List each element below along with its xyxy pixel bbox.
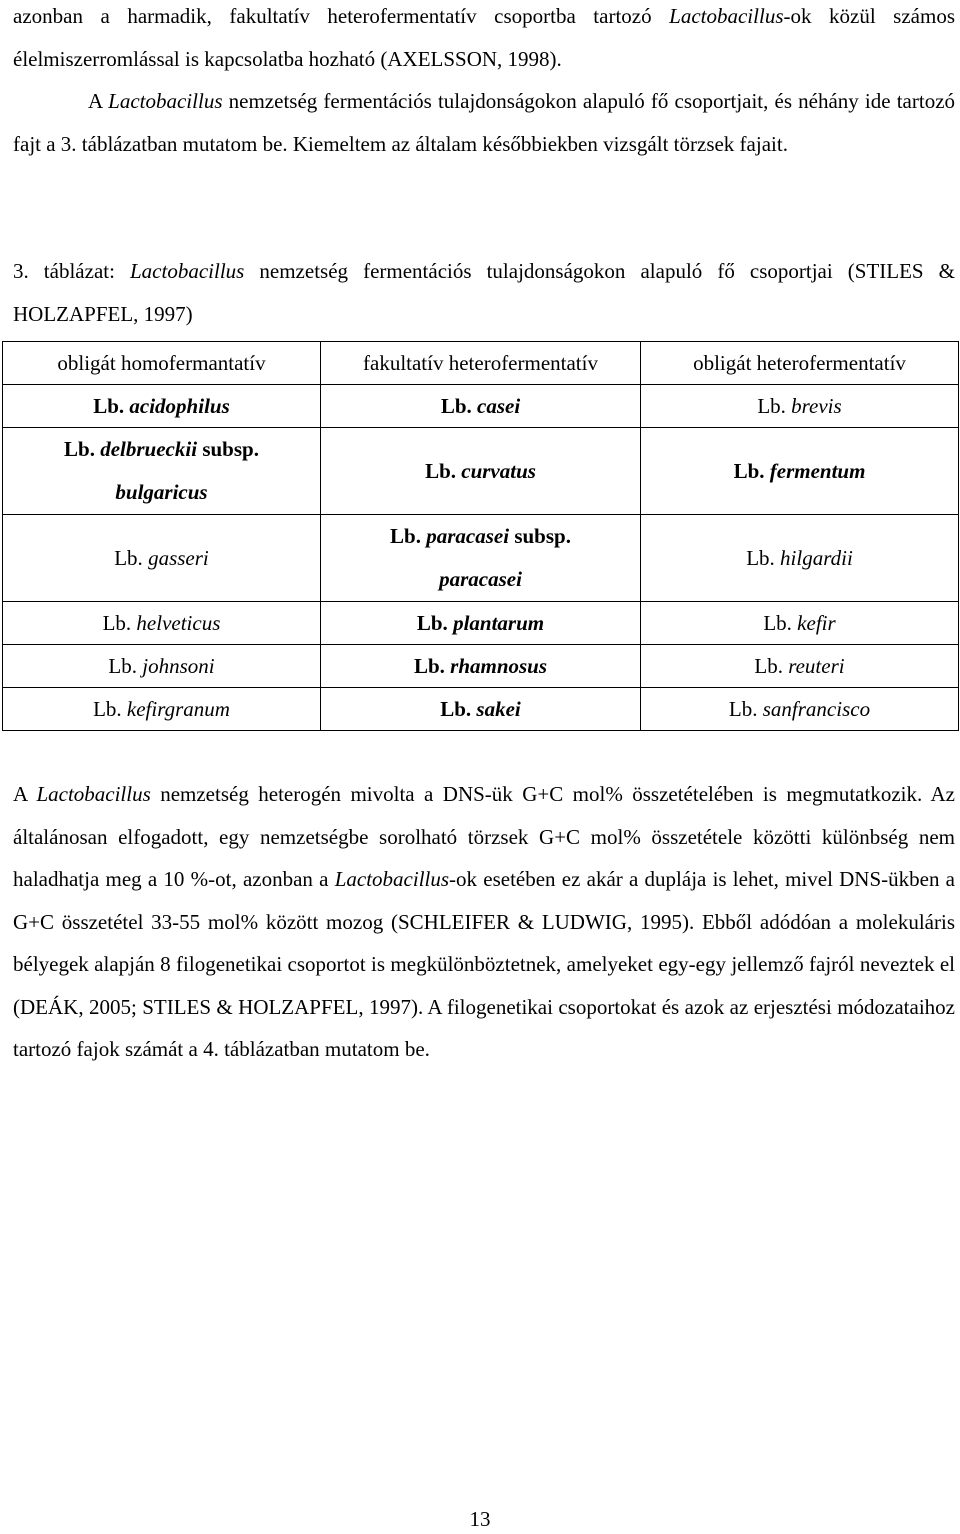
page-number: 13	[469, 1507, 491, 1531]
species-name: hilgardii	[780, 546, 853, 570]
genus-abbrev: Lb.	[757, 394, 786, 418]
species-cell	[3, 428, 321, 515]
genus-abbrev: Lb.	[108, 654, 137, 678]
genus-name: Lactobacillus	[669, 4, 784, 28]
species-name: acidophilus	[129, 394, 230, 418]
species-name: johnsoni	[142, 654, 215, 678]
paragraph-text: A	[13, 782, 28, 806]
table-header-row	[3, 342, 959, 385]
paragraph-text: -ok esetében ez akár a duplája is lehet, mivel DNS-ükben a G+C összetétel 33-55 mol% között mozog (SCHLEIFER & LUDWIG, 1995). Ebből adódóan a molekuláris bélyegek alapján 8 filogenetikai csoportot is megkülönböztetnek, amelyeket egy-egy jellemző fajról neveztek el (DEÁK, 2005; STILES & HOLZAPFEL, 1997). A filogenetikai csoportokat és azok az erjesztési módozataihoz tartozó fajok számát a 4. táblázatban mutatom be.	[13, 867, 956, 1061]
genus-abbrev: Lb.	[416, 611, 448, 635]
species-name: fermentum	[769, 459, 866, 483]
table-row	[3, 385, 959, 428]
subspecies-name: bulgaricus	[115, 480, 208, 504]
genus-abbrev: Lb.	[440, 697, 472, 721]
paragraph-text: nemzetség fermentációs tulajdonságokon alapuló fő csoportjait, és néhány ide tartozó fajt a 3. táblázatban mutatom be. Kiemeltem az általam későbbiekben vizsgált törzsek fajait.	[13, 89, 956, 156]
species-cell	[3, 385, 321, 428]
genus-abbrev: Lb.	[93, 697, 122, 721]
genus-abbrev: Lb.	[64, 437, 95, 461]
genus-name: Lactobacillus	[108, 89, 223, 113]
genus-abbrev: Lb.	[102, 611, 132, 635]
genus-abbrev: Lb.	[763, 611, 792, 635]
species-name: delbrueckii	[100, 437, 198, 461]
species-cell	[321, 688, 641, 731]
intro-paragraph	[13, 0, 955, 165]
species-name: reuteri	[788, 654, 845, 678]
genus-abbrev: Lb.	[114, 546, 143, 570]
species-name: casei	[477, 394, 521, 418]
species-name: gasseri	[148, 546, 209, 570]
species-cell	[321, 428, 641, 515]
genus-abbrev: Lb.	[728, 697, 758, 721]
subspecies-marker: subsp.	[202, 437, 259, 461]
species-name: sanfrancisco	[762, 697, 871, 721]
species-cell	[641, 602, 959, 645]
table-row	[3, 602, 959, 645]
genus-abbrev: Lb.	[733, 459, 765, 483]
caption-prefix: 3. táblázat:	[13, 259, 115, 283]
genus-abbrev: Lb.	[93, 394, 125, 418]
header-cell: obligát homofermantatív	[3, 342, 321, 385]
species-name: curvatus	[461, 459, 536, 483]
species-cell	[321, 645, 641, 688]
species-cell	[321, 602, 641, 645]
species-cell	[641, 688, 959, 731]
genus-abbrev: Lb.	[754, 654, 783, 678]
species-name: kefirgranum	[126, 697, 230, 721]
species-cell	[3, 515, 321, 602]
genus-abbrev: Lb.	[390, 524, 421, 548]
subspecies-name: paracasei	[439, 567, 522, 591]
paragraph-text: A	[88, 89, 103, 113]
genus-abbrev: Lb.	[425, 459, 456, 483]
species-cell	[641, 428, 959, 515]
table-caption	[13, 250, 955, 335]
species-name: helveticus	[136, 611, 221, 635]
genus-name: Lactobacillus	[334, 867, 450, 891]
header-cell: fakultatív heterofermentatív	[321, 342, 641, 385]
species-cell	[3, 602, 321, 645]
intro-text: azonban a harmadik, fakultatív heterofermentatív csoportba tartozó	[13, 4, 652, 28]
table-row	[3, 428, 959, 515]
species-cell	[3, 688, 321, 731]
table-row	[3, 515, 959, 602]
species-cell	[641, 515, 959, 602]
header-cell: obligát heterofermentatív	[641, 342, 959, 385]
genus-name: Lactobacillus	[130, 259, 245, 283]
paragraph-text: nemzetség heterogén mivolta a DNS-ük G+C mol% összetételében is megmutatkozik. Az általánosan elfogadott, egy nemzetségbe sorolható törzsek G+C mol% összetétele közötti különbség nem haladhatja meg a 10 %-ot, azonban a	[13, 782, 955, 891]
subspecies-marker: subsp.	[514, 524, 571, 548]
genus-abbrev: Lb.	[746, 546, 775, 570]
species-cell	[641, 645, 959, 688]
species-name: plantarum	[453, 611, 545, 635]
genus-name: Lactobacillus	[36, 782, 151, 806]
table-row	[3, 688, 959, 731]
genus-abbrev: Lb.	[413, 654, 445, 678]
lactobacillus-groups-table	[2, 341, 959, 731]
species-cell	[321, 385, 641, 428]
species-cell	[3, 645, 321, 688]
species-name: paracasei	[426, 524, 510, 548]
body-paragraph	[13, 773, 955, 1071]
caption-text: nemzetség fermentációs tulajdonságokon alapuló fő csoportjai (STILES & HOLZAPFEL, 1997)	[13, 259, 955, 326]
genus-abbrev: Lb.	[440, 394, 472, 418]
table-row	[3, 645, 959, 688]
species-cell	[641, 385, 959, 428]
species-name: brevis	[791, 394, 842, 418]
species-name: kefir	[797, 611, 836, 635]
intro-text-tail: -ok közül számos élelmiszerromlással is kapcsolatba hozható (AXELSSON, 1998).	[13, 4, 956, 71]
species-name: sakei	[476, 697, 521, 721]
species-name: rhamnosus	[450, 654, 548, 678]
species-cell	[321, 515, 641, 602]
